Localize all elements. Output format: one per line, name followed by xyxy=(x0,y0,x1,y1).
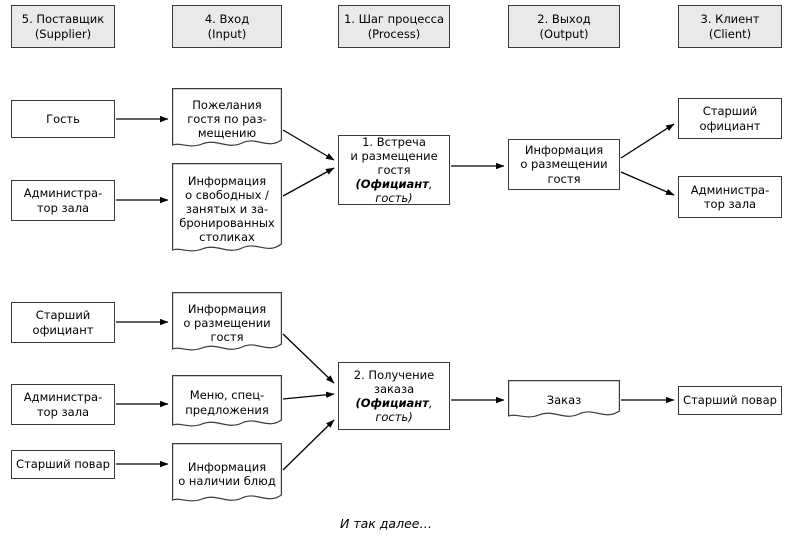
input-menu-offers xyxy=(172,375,282,430)
column-header-input-line1: 4. Вход xyxy=(204,12,250,27)
column-header-process-line1: 1. Шаг процесса xyxy=(343,12,445,27)
column-header-client-line2: (Client) xyxy=(708,26,752,41)
column-header-output xyxy=(508,5,620,48)
column-header-input xyxy=(172,5,282,48)
process-step-1-role: (Официант xyxy=(355,177,429,192)
process-step-2-role: (Официант xyxy=(355,396,429,410)
column-header-client-line1: 3. Клиент xyxy=(700,12,760,27)
supplier-hall-admin xyxy=(11,180,115,221)
edge-wishes-to-process1 xyxy=(283,130,334,160)
process-step-1-line3: гостя xyxy=(377,163,411,177)
supplier-hall-admin-label: Администра- тор зала xyxy=(23,186,103,215)
supplier-head-chef xyxy=(11,450,115,479)
input-placement-info-2 xyxy=(172,292,282,354)
input-dishes-info xyxy=(172,443,282,505)
process-step-1-line5: гость) xyxy=(375,191,413,206)
edge-tables-to-process1 xyxy=(283,168,334,196)
client-hall-admin-label: Администра- тор зала xyxy=(690,182,770,211)
client-hall-admin xyxy=(678,176,782,218)
edge-placement-to-process2 xyxy=(283,334,334,383)
column-header-supplier xyxy=(11,5,115,48)
edge-output-to-hall-admin xyxy=(621,172,674,195)
output-placement-info-label: Информация о размещении гостя xyxy=(520,143,608,186)
supplier-head-chef-label: Старший повар xyxy=(16,457,110,472)
column-header-supplier-line1: 5. Поставщик xyxy=(21,12,105,27)
process-step-2 xyxy=(338,362,450,430)
process-step-2-line2: заказа xyxy=(373,381,415,396)
supplier-head-waiter-2-label: Старший официант xyxy=(32,308,94,337)
input-tables-info-label: Информация о свободных / занятых и за- бронированных столиках xyxy=(179,173,275,245)
column-header-output-line2: (Output) xyxy=(539,26,589,41)
input-guest-wishes xyxy=(172,88,282,150)
output-order-label: Заказ xyxy=(546,392,582,407)
edge-output-to-head-waiter xyxy=(621,124,674,158)
column-header-input-line2: (Input) xyxy=(207,26,247,41)
process-step-2-role-sep: , xyxy=(428,396,433,410)
supplier-guest xyxy=(11,100,115,138)
column-header-output-line1: 2. Выход xyxy=(537,12,591,27)
process-step-1 xyxy=(338,135,450,205)
edge-dishes-to-process2 xyxy=(283,420,334,470)
client-head-chef-label: Старший повар xyxy=(683,393,777,408)
column-header-process-line2: (Process) xyxy=(367,26,421,41)
edge-menu-to-process2 xyxy=(283,394,334,399)
output-order xyxy=(508,380,620,420)
supplier-hall-admin-2-label: Администра- тор зала xyxy=(23,390,103,419)
input-menu-offers-label: Меню, спец- предложения xyxy=(185,388,269,417)
output-placement-info xyxy=(508,139,620,190)
supplier-guest-label: Гость xyxy=(46,111,80,126)
supplier-head-waiter-2 xyxy=(11,302,115,343)
column-header-process xyxy=(338,5,450,48)
client-head-waiter-label: Старший официант xyxy=(699,104,761,133)
supplier-hall-admin-2 xyxy=(11,384,115,425)
process-step-1-line2: и размещение xyxy=(350,148,438,163)
column-header-supplier-line2: (Supplier) xyxy=(34,26,92,41)
process-step-2-line1: 2. Получение xyxy=(353,367,435,382)
client-head-waiter xyxy=(678,98,782,139)
process-step-1-role-sep: , xyxy=(428,177,433,192)
process-step-2-line5: гость) xyxy=(375,410,413,425)
input-placement-info-2-label: Информация о размещении гостя xyxy=(183,301,271,344)
input-dishes-info-label: Информация о наличии блюд xyxy=(178,459,276,488)
footnote-text: И так далее… xyxy=(340,516,432,531)
column-header-client xyxy=(678,5,782,48)
input-tables-info xyxy=(172,163,282,255)
process-step-1-line1: 1. Встреча xyxy=(362,134,426,149)
client-head-chef xyxy=(678,386,782,415)
input-guest-wishes-label: Пожелания гостя по раз- мещению xyxy=(187,97,267,140)
